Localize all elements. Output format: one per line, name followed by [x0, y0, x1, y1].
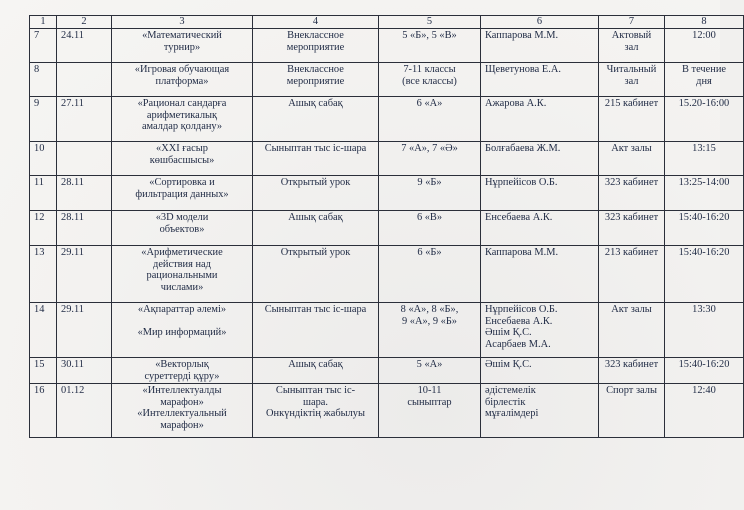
event-place	[599, 384, 665, 438]
header-row	[30, 16, 744, 29]
event-place-line: Акт залы	[611, 143, 652, 154]
event-classes-line: 10-11	[417, 385, 442, 397]
event-teacher	[481, 63, 599, 97]
event-type	[253, 384, 379, 438]
event-type-line: мероприятие	[286, 41, 345, 53]
event-name-line: «Ақпараттар әлемі»	[137, 304, 227, 315]
event-teacher	[481, 246, 599, 303]
column-header: 4	[253, 16, 379, 29]
event-classes-line: 5 «А»	[416, 359, 443, 370]
event-classes	[379, 63, 481, 97]
event-time	[665, 142, 744, 176]
table-row	[30, 246, 744, 303]
event-place-line: 323 кабинет	[604, 212, 659, 223]
table-body	[30, 29, 744, 438]
event-name	[112, 29, 253, 63]
event-place-line: Акт залы	[611, 304, 652, 315]
row-date: 27.11	[57, 97, 112, 142]
table-row	[30, 384, 744, 438]
event-place-line: 213 кабинет	[604, 247, 659, 258]
event-name-line: действия над	[153, 258, 211, 270]
event-type-line: Сыныптан тыс іс-	[275, 385, 356, 397]
event-teacher	[481, 211, 599, 246]
row-date	[57, 63, 112, 97]
event-name-line: «Математический	[142, 30, 222, 41]
event-place-line: 215 кабинет	[604, 98, 659, 109]
event-teacher	[481, 142, 599, 176]
column-header: 3	[112, 16, 253, 29]
event-classes	[379, 358, 481, 384]
event-place	[599, 29, 665, 63]
event-time-line: 15:40-16:20	[678, 359, 730, 370]
event-classes	[379, 384, 481, 438]
event-time-line: дня	[696, 75, 712, 87]
event-place	[599, 97, 665, 142]
row-number: 7	[30, 29, 57, 63]
event-place	[599, 142, 665, 176]
row-number: 11	[30, 176, 57, 211]
event-type-line: мероприятие	[286, 75, 345, 87]
event-name-line: турнир»	[163, 41, 201, 53]
row-number: 14	[30, 303, 57, 358]
event-type	[253, 97, 379, 142]
event-place-line: 323 кабинет	[604, 177, 659, 188]
event-time-line: 13:30	[692, 304, 716, 315]
event-name	[112, 303, 253, 358]
event-type	[253, 358, 379, 384]
event-teacher-line: Нұрпейісов О.Б.	[485, 304, 558, 315]
event-time-line: 15:40-16:20	[678, 247, 730, 258]
event-name	[112, 142, 253, 176]
event-classes-line: 6 «А»	[416, 98, 443, 109]
event-name	[112, 384, 253, 438]
event-teacher-line: Енсебаева А.К.	[485, 212, 553, 223]
table-row	[30, 142, 744, 176]
event-classes-line: 9 «А», 9 «Б»	[401, 315, 458, 327]
event-type	[253, 211, 379, 246]
event-classes-line: 7 «А», 7 «Ә»	[401, 143, 458, 154]
column-header: 7	[599, 16, 665, 29]
event-classes-line: сыныптар	[407, 396, 452, 408]
table-row	[30, 358, 744, 384]
event-place-line: Актовый	[611, 30, 652, 41]
event-classes	[379, 211, 481, 246]
row-number: 15	[30, 358, 57, 384]
event-teacher-line: мұғалімдері	[485, 408, 539, 420]
event-time	[665, 211, 744, 246]
event-name	[112, 211, 253, 246]
event-time	[665, 303, 744, 358]
event-type-line: Внеклассное	[287, 30, 344, 41]
row-number: 16	[30, 384, 57, 438]
event-type	[253, 29, 379, 63]
event-place-line: Спорт залы	[606, 385, 657, 397]
event-classes	[379, 29, 481, 63]
event-time-line: 15:40-16:20	[678, 212, 730, 223]
event-classes-line: 5 «Б», 5 «В»	[402, 30, 457, 41]
event-place-line: зал	[624, 75, 639, 87]
event-type-line: Онкүндіктің жабылуы	[266, 408, 365, 420]
event-name-line: «Игровая обучающая	[134, 64, 230, 75]
table-row	[30, 97, 744, 142]
table-row	[30, 176, 744, 211]
event-name-line: «Интеллектуальный	[137, 408, 227, 420]
event-name	[112, 358, 253, 384]
row-number: 10	[30, 142, 57, 176]
event-teacher-line: Әшім Қ.С.	[485, 359, 532, 370]
event-teacher	[481, 358, 599, 384]
event-place	[599, 211, 665, 246]
event-teacher-line: Асарбаев М.А.	[485, 338, 551, 350]
event-time-line: 13:25-14:00	[678, 177, 730, 188]
row-date: 30.11	[57, 358, 112, 384]
event-name-line: «Рационал сандарға	[137, 98, 227, 109]
event-time	[665, 246, 744, 303]
event-name-line: «Арифметические	[141, 247, 223, 258]
table-row	[30, 211, 744, 246]
event-type-line: Ашық сабақ	[288, 212, 343, 223]
row-number: 12	[30, 211, 57, 246]
event-time	[665, 358, 744, 384]
event-name-line: рациональными	[146, 270, 218, 282]
row-date: 28.11	[57, 176, 112, 211]
event-teacher-line: Каппарова М.М.	[485, 30, 559, 41]
event-classes-line: 9 «Б»	[417, 177, 442, 188]
event-name-line: марафон»	[160, 396, 204, 408]
event-teacher-line: Ажарова А.К.	[485, 98, 547, 109]
event-type	[253, 176, 379, 211]
event-type-line: Ашық сабақ	[288, 359, 343, 370]
event-teacher	[481, 29, 599, 63]
event-name-line	[114, 316, 250, 327]
event-classes	[379, 97, 481, 142]
row-number: 8	[30, 63, 57, 97]
event-teacher	[481, 176, 599, 211]
event-time-line: 13:15	[692, 143, 716, 154]
event-name-line: арифметикалық	[146, 109, 218, 121]
event-teacher-line: Енсебаева А.К.	[485, 315, 553, 327]
column-header: 6	[481, 16, 599, 29]
event-name-line: фильтрация данных»	[135, 188, 229, 200]
event-place-line: зал	[624, 41, 639, 53]
event-name-line: «3D модели	[155, 212, 209, 223]
event-type-line: Сыныптан тыс іс-шара	[264, 304, 367, 315]
event-name-line: «XXI ғасыр	[156, 143, 208, 154]
event-name-line: суреттерді құру»	[144, 370, 220, 382]
event-teacher-line: Нұрпейісов О.Б.	[485, 177, 558, 188]
table-row	[30, 63, 744, 97]
row-date: 01.12	[57, 384, 112, 438]
event-place	[599, 246, 665, 303]
event-time	[665, 97, 744, 142]
event-type-line: Открытый урок	[280, 177, 351, 188]
event-classes	[379, 176, 481, 211]
event-classes-line: 8 «А», 8 «Б»,	[400, 304, 459, 315]
table-row	[30, 303, 744, 358]
event-type-line: шара.	[302, 396, 329, 408]
event-place	[599, 358, 665, 384]
event-classes	[379, 142, 481, 176]
event-place	[599, 303, 665, 358]
event-name	[112, 246, 253, 303]
event-name	[112, 97, 253, 142]
event-name	[112, 176, 253, 211]
event-teacher	[481, 97, 599, 142]
row-number: 13	[30, 246, 57, 303]
event-name-line: марафон»	[160, 419, 204, 431]
event-teacher-line: Щеветунова Е.А.	[485, 64, 561, 75]
event-name-line: «Векторлық	[155, 359, 209, 370]
row-date: 24.11	[57, 29, 112, 63]
event-teacher-line: Каппарова М.М.	[485, 247, 559, 258]
event-type-line: Ашық сабақ	[288, 98, 343, 109]
event-type	[253, 63, 379, 97]
event-time	[665, 63, 744, 97]
event-type-line: Открытый урок	[280, 247, 351, 258]
event-place-line: Читальный	[606, 64, 657, 75]
row-date: 29.11	[57, 303, 112, 358]
event-teacher-line: Болғабаева Ж.М.	[485, 143, 561, 154]
column-header: 2	[57, 16, 112, 29]
column-header: 1	[30, 16, 57, 29]
event-name-line: «Мир информаций»	[137, 326, 227, 338]
event-time-line: В течение	[682, 64, 726, 75]
event-type	[253, 142, 379, 176]
row-number: 9	[30, 97, 57, 142]
event-place-line: 323 кабинет	[604, 359, 659, 370]
event-time	[665, 384, 744, 438]
event-teacher-line: Әшім Қ.С.	[485, 327, 532, 339]
event-name	[112, 63, 253, 97]
event-place	[599, 176, 665, 211]
event-type	[253, 303, 379, 358]
event-classes-line: (все классы)	[402, 75, 457, 87]
event-teacher	[481, 303, 599, 358]
event-teacher	[481, 384, 599, 438]
event-time-line: 12:00	[692, 30, 716, 41]
event-time	[665, 176, 744, 211]
event-time-line: 15.20-16:00	[678, 98, 730, 109]
event-type-line: Сыныптан тыс іс-шара	[264, 143, 367, 154]
event-classes	[379, 246, 481, 303]
event-name-line: числами»	[160, 281, 204, 293]
table-row	[30, 29, 744, 63]
event-teacher-line: бірлестік	[485, 396, 526, 408]
event-place	[599, 63, 665, 97]
event-type-line: Внеклассное	[287, 64, 344, 75]
row-date	[57, 142, 112, 176]
event-classes-line: 6 «В»	[416, 212, 443, 223]
schedule-table	[29, 15, 744, 438]
event-name-line: көшбасшысы»	[149, 154, 215, 166]
event-name-line: амалдар қолдану»	[141, 121, 223, 133]
event-time	[665, 29, 744, 63]
event-name-line: «Интеллектуалды	[142, 385, 222, 397]
row-date: 28.11	[57, 211, 112, 246]
column-header: 8	[665, 16, 744, 29]
event-name-line: объектов»	[159, 223, 205, 235]
event-name-line: «Сортировка и	[149, 177, 215, 188]
event-name-line: платформа»	[155, 75, 209, 87]
event-classes-line: 6 «Б»	[417, 247, 442, 258]
event-type	[253, 246, 379, 303]
row-date: 29.11	[57, 246, 112, 303]
event-time-line: 12:40	[692, 385, 716, 397]
event-classes	[379, 303, 481, 358]
column-header: 5	[379, 16, 481, 29]
event-classes-line: 7-11 классы	[403, 64, 456, 75]
event-teacher-line: әдістемелік	[485, 385, 536, 397]
